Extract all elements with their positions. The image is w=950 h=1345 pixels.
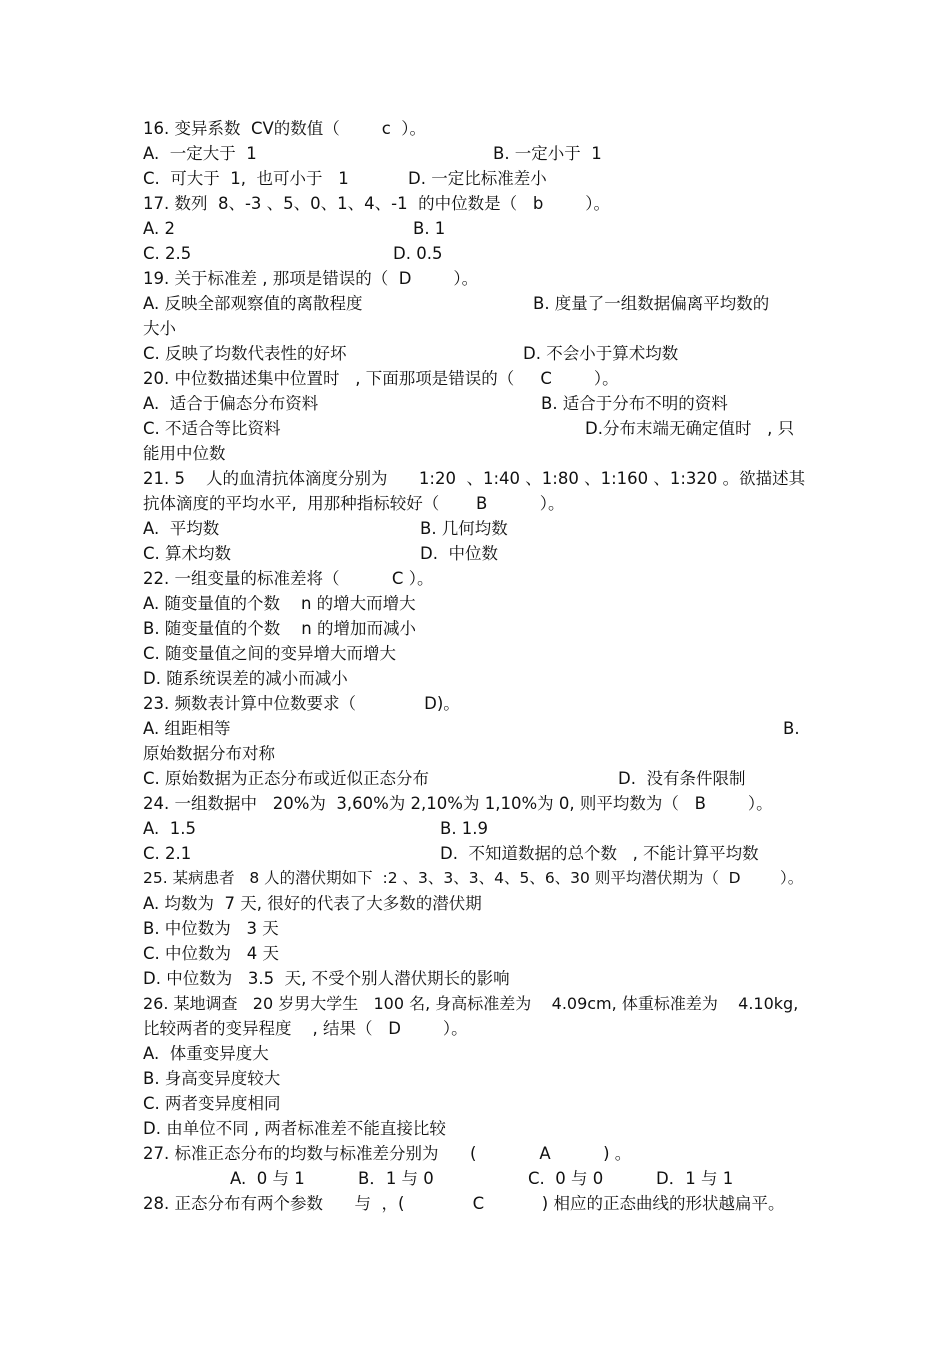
text-line [143, 416, 813, 441]
text-line [143, 666, 813, 691]
text-line [143, 691, 813, 716]
text-segment: A. 均数为 7 天, 很好的代表了大多数的潜伏期 [143, 894, 482, 913]
text-segment: D. 随系统误差的减小而减小 [143, 669, 348, 688]
text-segment: D.分布末端无确定值时 , 只 [585, 419, 795, 438]
text-segment: A. 体重变异度大 [143, 1044, 269, 1063]
text-line [143, 916, 813, 941]
text-line [143, 566, 813, 591]
text-line [143, 891, 813, 916]
text-line [143, 1141, 813, 1166]
text-line [143, 1091, 813, 1116]
text-segment: 17. 数列 8、-3 、5、0、1、4、-1 的中位数是（ b ）。 [143, 194, 611, 213]
text-segment: B. 随变量值的个数 n 的增加而减小 [143, 619, 416, 638]
text-line [143, 1191, 813, 1216]
text-segment: C. 不适合等比资料 [143, 419, 281, 438]
text-line [143, 216, 813, 241]
text-segment: B. [783, 719, 800, 738]
text-segment: 28. 正态分布有两个参数 与 ，( C ) 相应的正态曲线的形状越扁平。 [143, 1194, 785, 1213]
text-segment: 25. 某病患者 8 人的潜伏期如下 :2 、3、3、3、4、5、6、30 则平均潜伏期为（ D ）。 [143, 869, 804, 887]
text-line [143, 866, 813, 891]
text-segment: B. 身高变异度较大 [143, 1069, 281, 1088]
text-segment: C. 2.5 [143, 244, 192, 263]
text-segment: A. 平均数 [143, 519, 220, 538]
text-segment: D. 中位数为 3.5 天, 不受个别人潜伏期长的影响 [143, 969, 510, 988]
text-segment: B. 几何均数 [420, 519, 508, 538]
text-line [143, 391, 813, 416]
text-segment: B．1 与 0 [358, 1169, 434, 1188]
text-segment: B. 一定小于 1 [493, 144, 602, 163]
text-segment: D. 由单位不同 , 两者标准差不能直接比较 [143, 1119, 446, 1138]
text-line [143, 441, 813, 466]
text-segment: D. 不会小于算术均数 [523, 344, 679, 363]
text-line [143, 1066, 813, 1091]
text-segment: 23. 频数表计算中位数要求（ D)。 [143, 694, 460, 713]
text-segment: A. 一定大于 1 [143, 144, 257, 163]
text-line [143, 991, 813, 1016]
text-line [143, 466, 813, 491]
text-segment: C. 中位数为 4 天 [143, 944, 279, 963]
text-segment: 16. 变异系数 CV的数值（ c ）。 [143, 119, 427, 138]
text-segment: 20. 中位数描述集中位置时 , 下面那项是错误的（ C ）。 [143, 369, 619, 388]
text-segment: B. 中位数为 3 天 [143, 919, 279, 938]
text-segment: 26. 某地调查 20 岁男大学生 100 名, 身高标准差为 4.09cm, 体重标准差为 4.10kg, [143, 994, 799, 1013]
text-line [143, 491, 813, 516]
text-line [143, 541, 813, 566]
text-segment: A. 适合于偏态分布资料 [143, 394, 319, 413]
text-line [143, 791, 813, 816]
text-segment: B. 1 [413, 219, 446, 238]
text-segment: A. 2 [143, 219, 175, 238]
text-segment: 原始数据分布对称 [143, 744, 275, 763]
text-segment: C. 0 与 0 [528, 1169, 604, 1188]
text-segment: A. 1.5 [143, 819, 196, 838]
text-segment: 抗体滴度的平均水平, 用那种指标较好（ B ）。 [143, 494, 565, 513]
text-line [143, 1166, 813, 1191]
text-line [143, 241, 813, 266]
text-segment: C. 可大于 1, 也可小于 1 [143, 169, 349, 188]
text-segment: 21. 5 人的血清抗体滴度分别为 1:20 、1:40 、1:80 、1:160 、1:320 。欲描述其 [143, 469, 806, 488]
text-line [143, 291, 813, 316]
text-segment: 24. 一组数据中 20%为 3,60%为 2,10%为 1,10%为 0, 则平均数为（ B ）。 [143, 794, 773, 813]
text-segment: D．1 与 1 [656, 1169, 734, 1188]
text-segment: B. 适合于分布不明的资料 [541, 394, 728, 413]
text-line [143, 141, 813, 166]
text-segment: A. 随变量值的个数 n 的增大而增大 [143, 594, 416, 613]
text-line [143, 316, 813, 341]
text-line [143, 516, 813, 541]
text-segment: C. 2.1 [143, 844, 192, 863]
text-line [143, 841, 813, 866]
text-line [143, 366, 813, 391]
text-segment: 27. 标准正态分布的均数与标准差分别为 ( A ) 。 [143, 1144, 632, 1163]
text-line [143, 166, 813, 191]
text-segment: D. 没有条件限制 [618, 769, 746, 788]
text-line [143, 1116, 813, 1141]
text-segment: D. 不知道数据的总个数 , 不能计算平均数 [440, 844, 759, 863]
text-segment: A. 组距相等 [143, 719, 231, 738]
text-segment: C. 算术均数 [143, 544, 232, 563]
text-line [143, 716, 813, 741]
text-segment: B. 度量了一组数据偏离平均数的 [533, 294, 770, 313]
text-segment: B. 1.9 [440, 819, 489, 838]
text-line [143, 616, 813, 641]
question-list [143, 116, 813, 1216]
text-line [143, 341, 813, 366]
text-line [143, 1041, 813, 1066]
text-segment: 22. 一组变量的标准差将（ C ）。 [143, 569, 434, 588]
text-segment: D. 一定比标准差小 [408, 169, 547, 188]
text-line [143, 591, 813, 616]
text-segment: C. 反映了均数代表性的好坏 [143, 344, 347, 363]
text-line [143, 641, 813, 666]
text-segment: 比较两者的变异程度 , 结果（ D ）。 [143, 1019, 468, 1038]
text-line [143, 941, 813, 966]
text-segment: D. 0.5 [393, 244, 443, 263]
text-segment: 大小 [143, 319, 176, 338]
text-line [143, 116, 813, 141]
text-line [143, 966, 813, 991]
text-segment: D. 中位数 [420, 544, 498, 563]
text-line [143, 741, 813, 766]
text-segment: A. 反映全部观察值的离散程度 [143, 294, 363, 313]
text-segment: 能用中位数 [143, 444, 226, 463]
text-line [143, 191, 813, 216]
text-line [143, 766, 813, 791]
text-segment: A. 0 与 1 [230, 1169, 305, 1188]
text-segment: C. 两者变异度相同 [143, 1094, 281, 1113]
text-line [143, 266, 813, 291]
text-line [143, 816, 813, 841]
text-segment: C. 原始数据为正态分布或近似正态分布 [143, 769, 430, 788]
text-segment: C. 随变量值之间的变异增大而增大 [143, 644, 397, 663]
text-segment: 19. 关于标准差 , 那项是错误的（ D ）。 [143, 269, 479, 288]
text-line [143, 1016, 813, 1041]
